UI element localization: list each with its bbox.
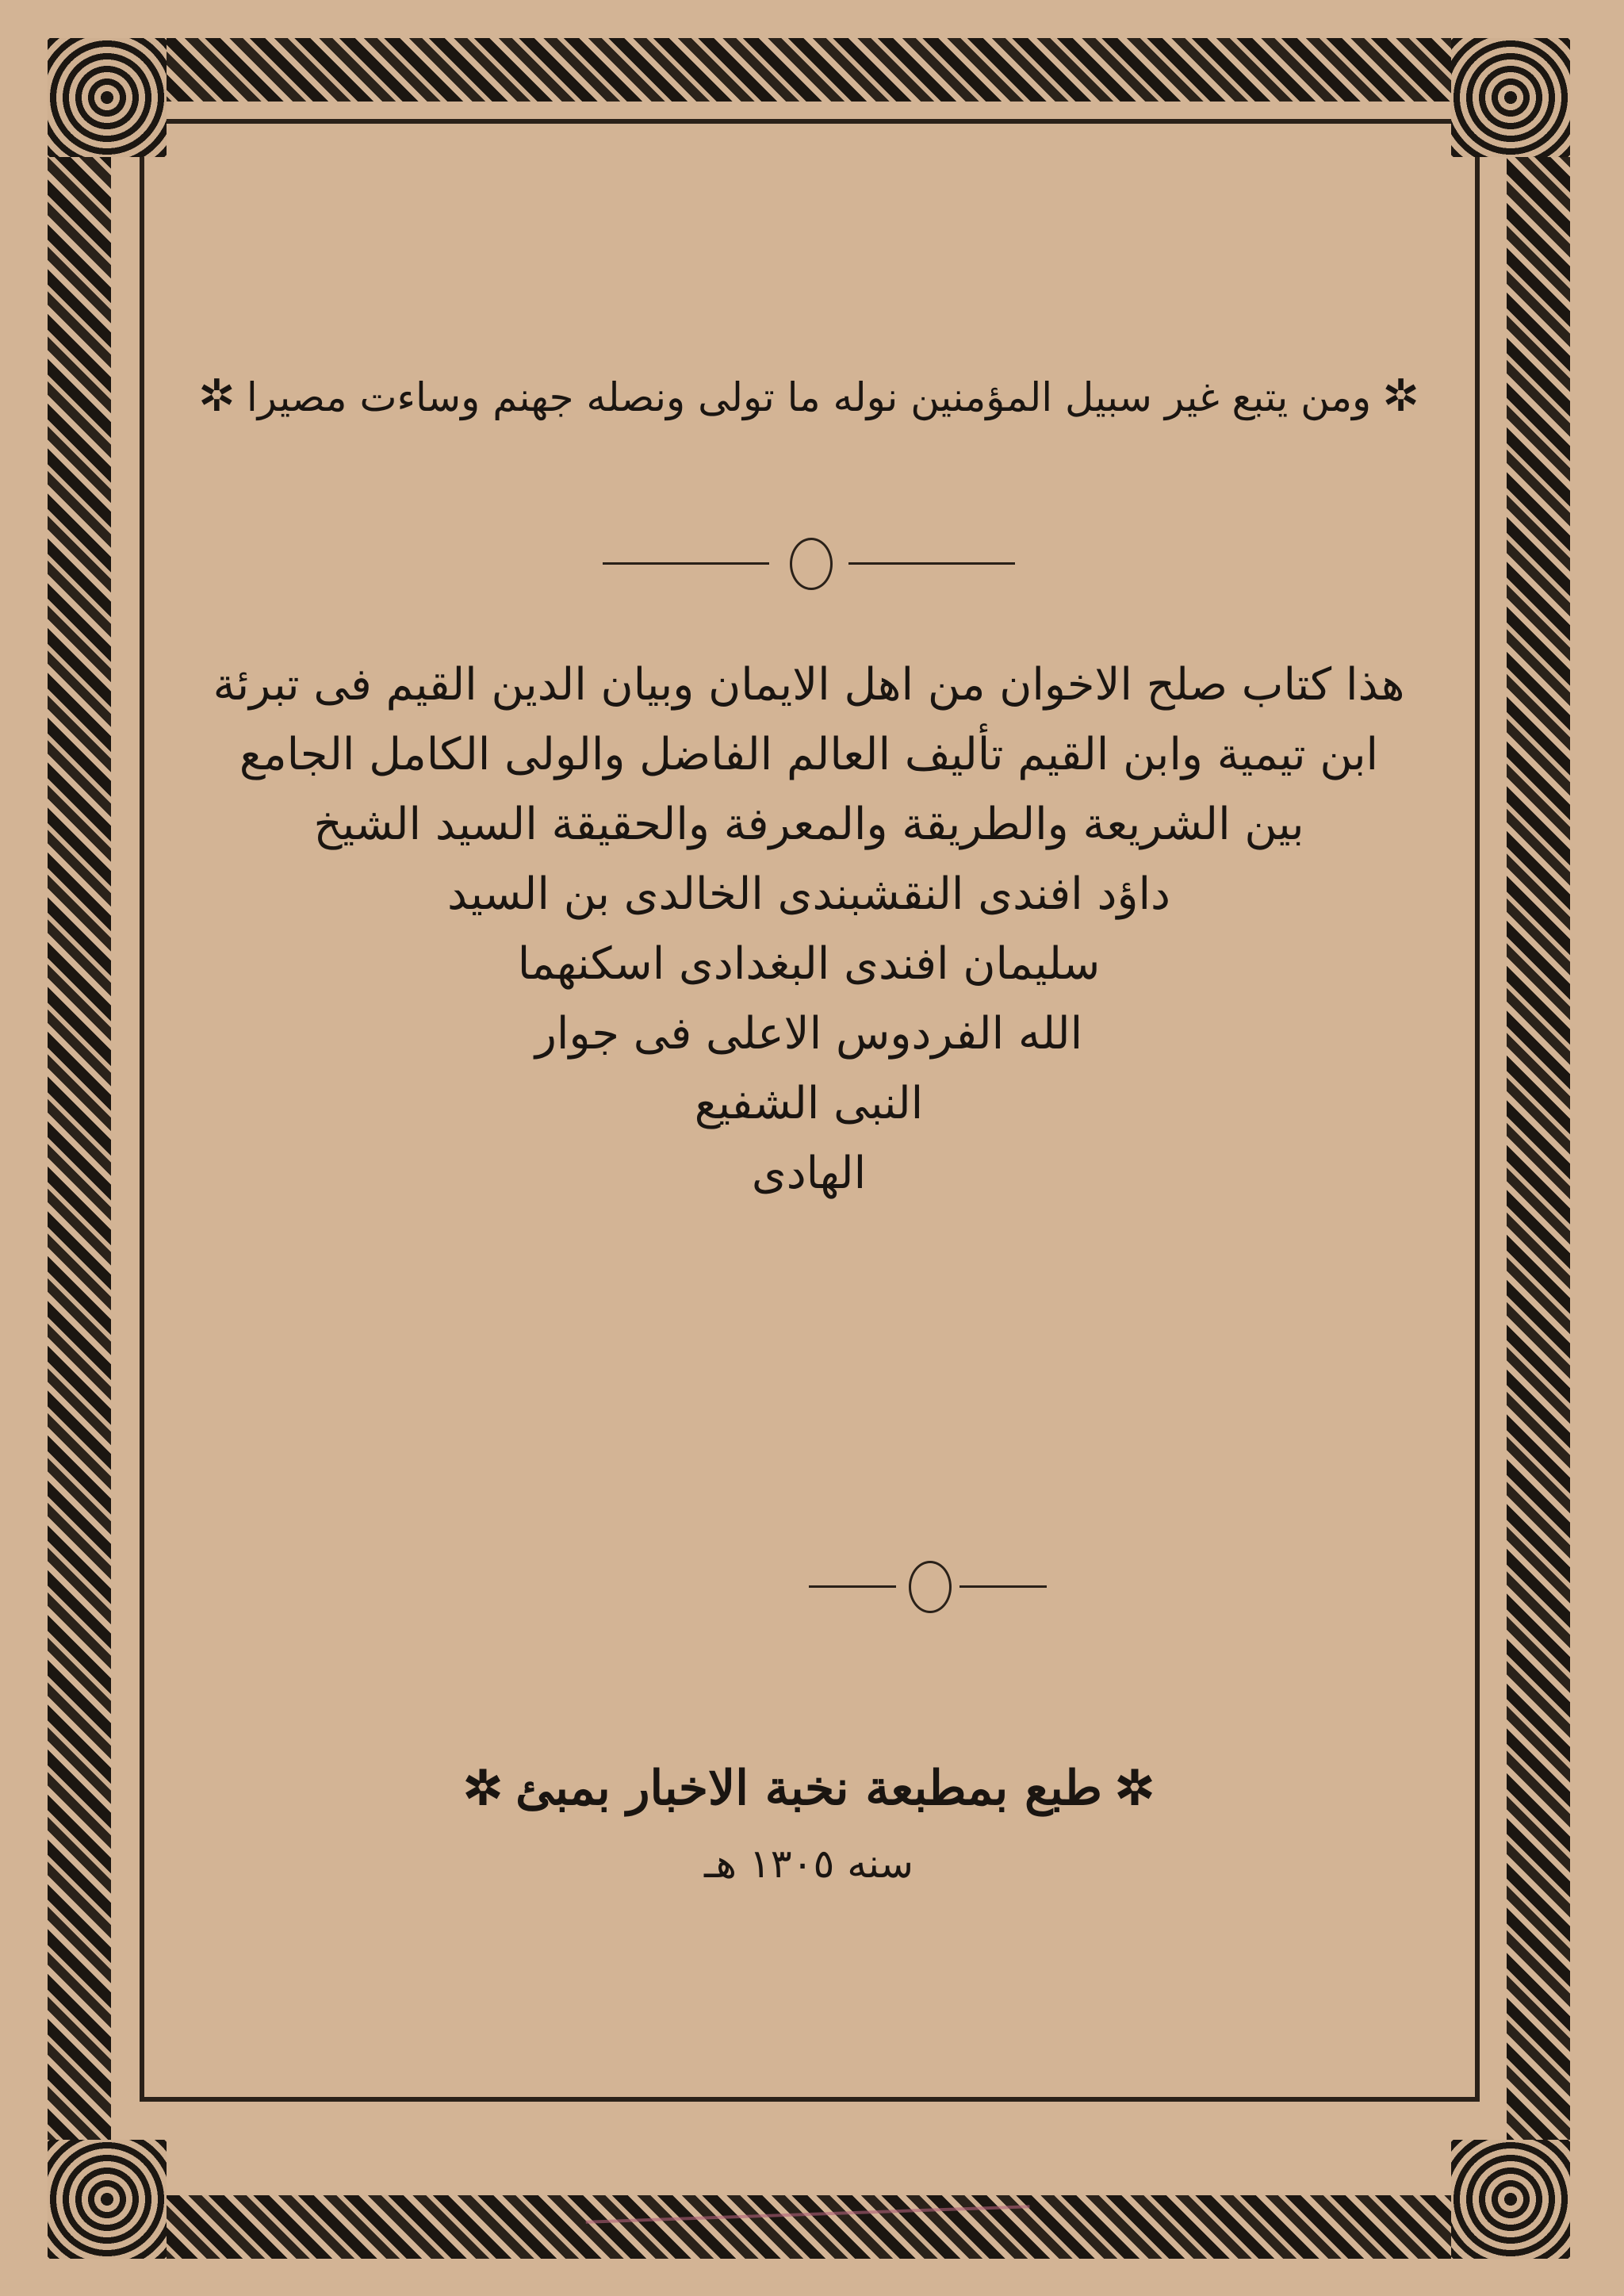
flourish-icon — [909, 1561, 952, 1613]
title-line: ابن تيمية وابن القيم تأليف العالم الفاضل والولى الكامل الجامع — [239, 729, 1379, 780]
corner-ornament-icon — [1451, 38, 1570, 157]
ornamental-divider — [809, 1570, 1047, 1602]
title-line: بين الشريعة والطريقة والمعرفة والحقيقة السيد الشيخ — [313, 799, 1304, 850]
star-ornament-icon: ✲ — [197, 370, 236, 422]
quranic-verse — [151, 365, 1467, 429]
star-ornament-icon: ✲ — [1382, 370, 1420, 422]
corner-ornament-icon — [1451, 2140, 1570, 2259]
imprint — [151, 1753, 1467, 1895]
title-line: سليمان افندى البغدادى اسكنهما — [517, 938, 1101, 990]
star-ornament-icon: ✲ — [462, 1761, 504, 1816]
title-page-content — [151, 127, 1467, 2094]
title-line: الله الفردوس الاعلى فى جوار — [534, 1008, 1083, 1060]
title-line: النبى الشفيع — [694, 1078, 924, 1129]
corner-ornament-icon — [48, 38, 167, 157]
corner-ornament-icon — [48, 2140, 167, 2259]
title-line: هذا كتاب صلح الاخوان من اهل الايمان وبيان الدين القيم فى تبرئة — [213, 659, 1405, 711]
star-ornament-icon: ✲ — [1114, 1761, 1155, 1816]
verse-text: ومن يتبع غير سبيل المؤمنين نوله ما تولى ونصله جهنم وساءت مصيرا — [246, 374, 1372, 420]
title-line: داؤد افندى النقشبندى الخالدى بن السيد — [447, 868, 1170, 920]
publication-year: سنه ١٣٠٥ هـ — [703, 1841, 914, 1887]
ornamental-divider — [603, 547, 1015, 579]
book-title — [151, 650, 1467, 1209]
printer-line — [151, 1753, 1467, 1824]
title-line: الهادى — [751, 1148, 867, 1199]
flourish-icon — [790, 538, 833, 590]
press-name: طبع بمطبعة نخبة الاخبار بمبئ — [515, 1761, 1102, 1816]
